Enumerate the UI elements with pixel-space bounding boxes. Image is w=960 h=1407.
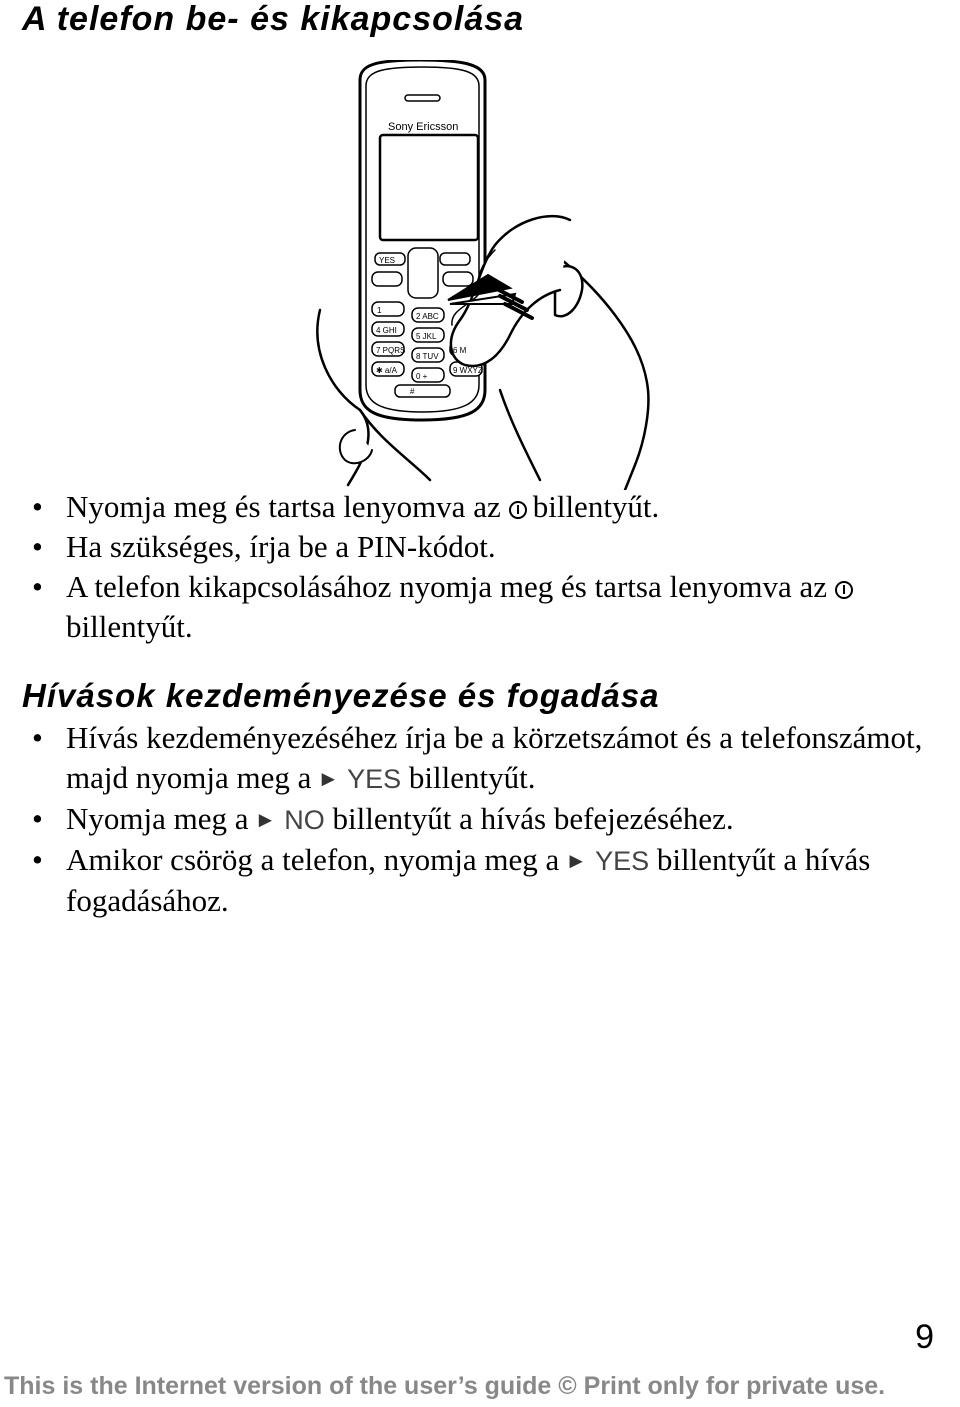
phone-key-4: 4 GHI [376, 326, 397, 335]
item-text: billentyűt a hívás fogadásához. [66, 842, 871, 918]
page-title: A telefon be- és kikapcsolása [22, 0, 525, 38]
power-key-icon [509, 501, 527, 519]
list-item [22, 487, 946, 527]
yes-key-label: YES [347, 764, 402, 794]
item-text: Hívás kezdeményezéséhez írja be a körzetszámot és a telefonszámot, majd nyomja meg a [66, 720, 923, 795]
arrow-icon: ► [565, 848, 588, 873]
item-text: Ha szükséges, írja be a PIN-kódot. [66, 529, 496, 564]
power-instructions-list [22, 487, 946, 647]
phone-in-hand-image [300, 60, 660, 490]
phone-key-7: 7 PQRS [376, 346, 406, 355]
page-number: 9 [915, 1318, 934, 1356]
item-text: billentyűt. [66, 609, 193, 644]
item-text: Nyomja meg és tartsa lenyomva az [66, 489, 501, 524]
phone-key-6: 6 M [453, 346, 467, 355]
section-title: Hívások kezdeményezése és fogadása [22, 677, 660, 714]
item-text: billentyűt a hívás befejezéséhez. [332, 801, 734, 836]
phone-brand-label: Sony Ericsson [388, 121, 459, 133]
phone-key-hash: # [410, 387, 415, 396]
arrow-icon: ► [317, 766, 340, 791]
list-item [22, 718, 946, 799]
phone-yes-key: YES [379, 256, 396, 265]
item-text: A telefon kikapcsolásához nyomja meg és tartsa lenyomva az [66, 569, 827, 604]
power-key-icon [835, 581, 853, 599]
list-item [22, 840, 946, 921]
phone-key-2: 2 ABC [416, 312, 439, 321]
list-item [22, 527, 946, 567]
phone-key-0: 0 + [416, 372, 428, 381]
phone-key-9: 9 WXYZ [453, 366, 483, 375]
phone-illustration [300, 60, 660, 490]
phone-key-1: 1 [377, 306, 382, 315]
list-item [22, 567, 946, 647]
call-instructions-list [22, 718, 946, 921]
no-key-label: NO [284, 805, 325, 835]
item-text: Amikor csörög a telefon, nyomja meg a [66, 842, 560, 877]
list-item [22, 799, 946, 840]
item-text: billentyűt. [532, 489, 660, 524]
phone-key-5: 5 JKL [416, 332, 437, 341]
phone-key-star: ✱ a/A [376, 366, 397, 375]
phone-key-8: 8 TUV [416, 352, 439, 361]
item-text: Nyomja meg a [66, 801, 249, 836]
footer-note: This is the Internet version of the user’s guide © Print only for private use. [4, 1372, 886, 1400]
item-text: billentyűt. [408, 760, 536, 795]
yes-key-label: YES [595, 846, 650, 876]
arrow-icon: ► [254, 807, 277, 832]
